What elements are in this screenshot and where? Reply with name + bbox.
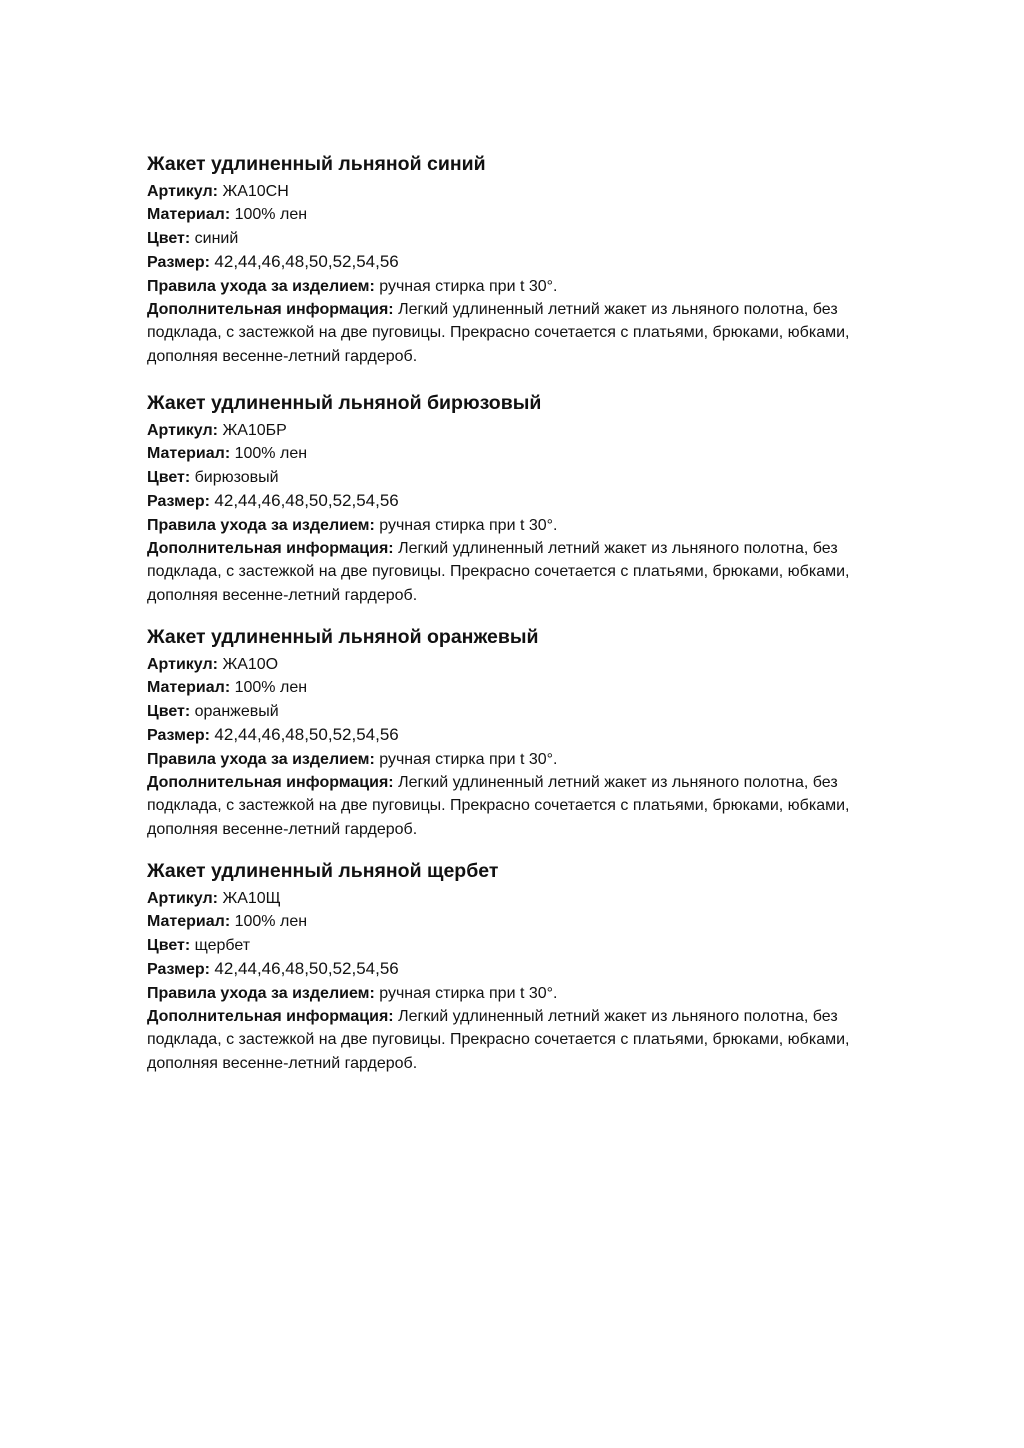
size-value: 42,44,46,48,50,52,54,56 (214, 725, 399, 745)
material-value: 100% лен (234, 679, 308, 697)
product-title: Жакет удлиненный льняной бирюзовый (147, 392, 542, 414)
size-value: 42,44,46,48,50,52,54,56 (214, 959, 399, 979)
color-value: щербет (194, 936, 251, 954)
material-label: Материал: (147, 206, 231, 224)
size-label: Размер: (147, 493, 210, 511)
material-value: 100% лен (234, 445, 308, 463)
article-value: ЖА10БР (222, 422, 287, 439)
size-label: Размер: (147, 727, 210, 745)
info-line-3: дополняя весенне-летний гардероб. (147, 820, 418, 838)
info-line-2: подклада, с застежкой на две пуговицы. Прекрасно сочетается с платьями, брюками, юбками, (147, 797, 850, 815)
article-value: ЖА10СН (222, 183, 289, 200)
info-value-1: Легкий удлиненный летний жакет из льняного полотна, без (398, 301, 838, 319)
info-value-1: Легкий удлиненный летний жакет из льняного полотна, без (398, 774, 838, 792)
size-value: 42,44,46,48,50,52,54,56 (214, 252, 399, 272)
info-label: Дополнительная информация: (147, 301, 394, 319)
color-line (147, 934, 907, 957)
product-card (147, 624, 907, 841)
material-label: Материал: (147, 445, 231, 463)
size-line (147, 489, 907, 513)
color-value: синий (194, 229, 239, 247)
color-label: Цвет: (147, 468, 191, 486)
material-line (147, 203, 907, 226)
color-label: Цвет: (147, 229, 191, 247)
product-card (147, 151, 907, 368)
article-line (147, 653, 907, 676)
size-value: 42,44,46,48,50,52,54,56 (214, 491, 399, 511)
article-label: Артикул: (147, 656, 218, 673)
care-line (147, 748, 907, 771)
info-line-1 (147, 1005, 907, 1028)
article-line (147, 180, 907, 203)
info-line-2: подклада, с застежкой на две пуговицы. Прекрасно сочетается с платьями, брюками, юбками, (147, 324, 850, 342)
material-value: 100% лен (234, 913, 308, 931)
color-label: Цвет: (147, 702, 191, 720)
info-label: Дополнительная информация: (147, 540, 394, 558)
color-line (147, 700, 907, 723)
care-value: ручная стирка при t 30°. (379, 984, 558, 1002)
color-line (147, 466, 907, 489)
material-line (147, 910, 907, 933)
info-label: Дополнительная информация: (147, 774, 394, 792)
size-label: Размер: (147, 961, 210, 979)
size-line (147, 250, 907, 274)
color-line (147, 227, 907, 250)
care-line (147, 982, 907, 1005)
care-line (147, 514, 907, 537)
article-label: Артикул: (147, 422, 218, 439)
info-line-2: подклада, с застежкой на две пуговицы. Прекрасно сочетается с платьями, брюками, юбками, (147, 563, 850, 581)
info-line-3: дополняя весенне-летний гардероб. (147, 1054, 418, 1072)
info-line-1 (147, 771, 907, 794)
color-value: оранжевый (194, 702, 279, 720)
size-line (147, 723, 907, 747)
material-line (147, 676, 907, 699)
info-line-1 (147, 298, 907, 321)
care-label: Правила ухода за изделием: (147, 277, 375, 295)
care-value: ручная стирка при t 30°. (379, 750, 558, 768)
material-label: Материал: (147, 679, 231, 697)
info-line-1 (147, 537, 907, 560)
care-label: Правила ухода за изделием: (147, 750, 375, 768)
product-title: Жакет удлиненный льняной щербет (147, 860, 499, 882)
article-line (147, 419, 907, 442)
article-label: Артикул: (147, 890, 218, 907)
care-label: Правила ухода за изделием: (147, 516, 375, 534)
care-value: ручная стирка при t 30°. (379, 516, 558, 534)
care-line (147, 275, 907, 298)
color-label: Цвет: (147, 936, 191, 954)
article-value: ЖА10Щ (222, 890, 281, 907)
info-label: Дополнительная информация: (147, 1008, 394, 1026)
size-label: Размер: (147, 254, 210, 272)
size-line (147, 957, 907, 981)
color-value: бирюзовый (194, 468, 279, 486)
article-value: ЖА10О (222, 656, 279, 673)
info-value-1: Легкий удлиненный летний жакет из льняного полотна, без (398, 540, 838, 558)
article-label: Артикул: (147, 183, 218, 200)
info-value-1: Легкий удлиненный летний жакет из льняного полотна, без (398, 1008, 838, 1026)
material-line (147, 442, 907, 465)
care-label: Правила ухода за изделием: (147, 984, 375, 1002)
info-line-3: дополняя весенне-летний гардероб. (147, 586, 418, 604)
article-line (147, 887, 907, 910)
product-card (147, 858, 907, 1075)
info-line-2: подклада, с застежкой на две пуговицы. Прекрасно сочетается с платьями, брюками, юбками, (147, 1031, 850, 1049)
product-title: Жакет удлиненный льняной оранжевый (147, 626, 539, 648)
product-card (147, 390, 907, 607)
info-line-3: дополняя весенне-летний гардероб. (147, 347, 418, 365)
material-label: Материал: (147, 913, 231, 931)
product-title: Жакет удлиненный льняной синий (147, 153, 486, 175)
material-value: 100% лен (234, 206, 308, 224)
care-value: ручная стирка при t 30°. (379, 277, 558, 295)
